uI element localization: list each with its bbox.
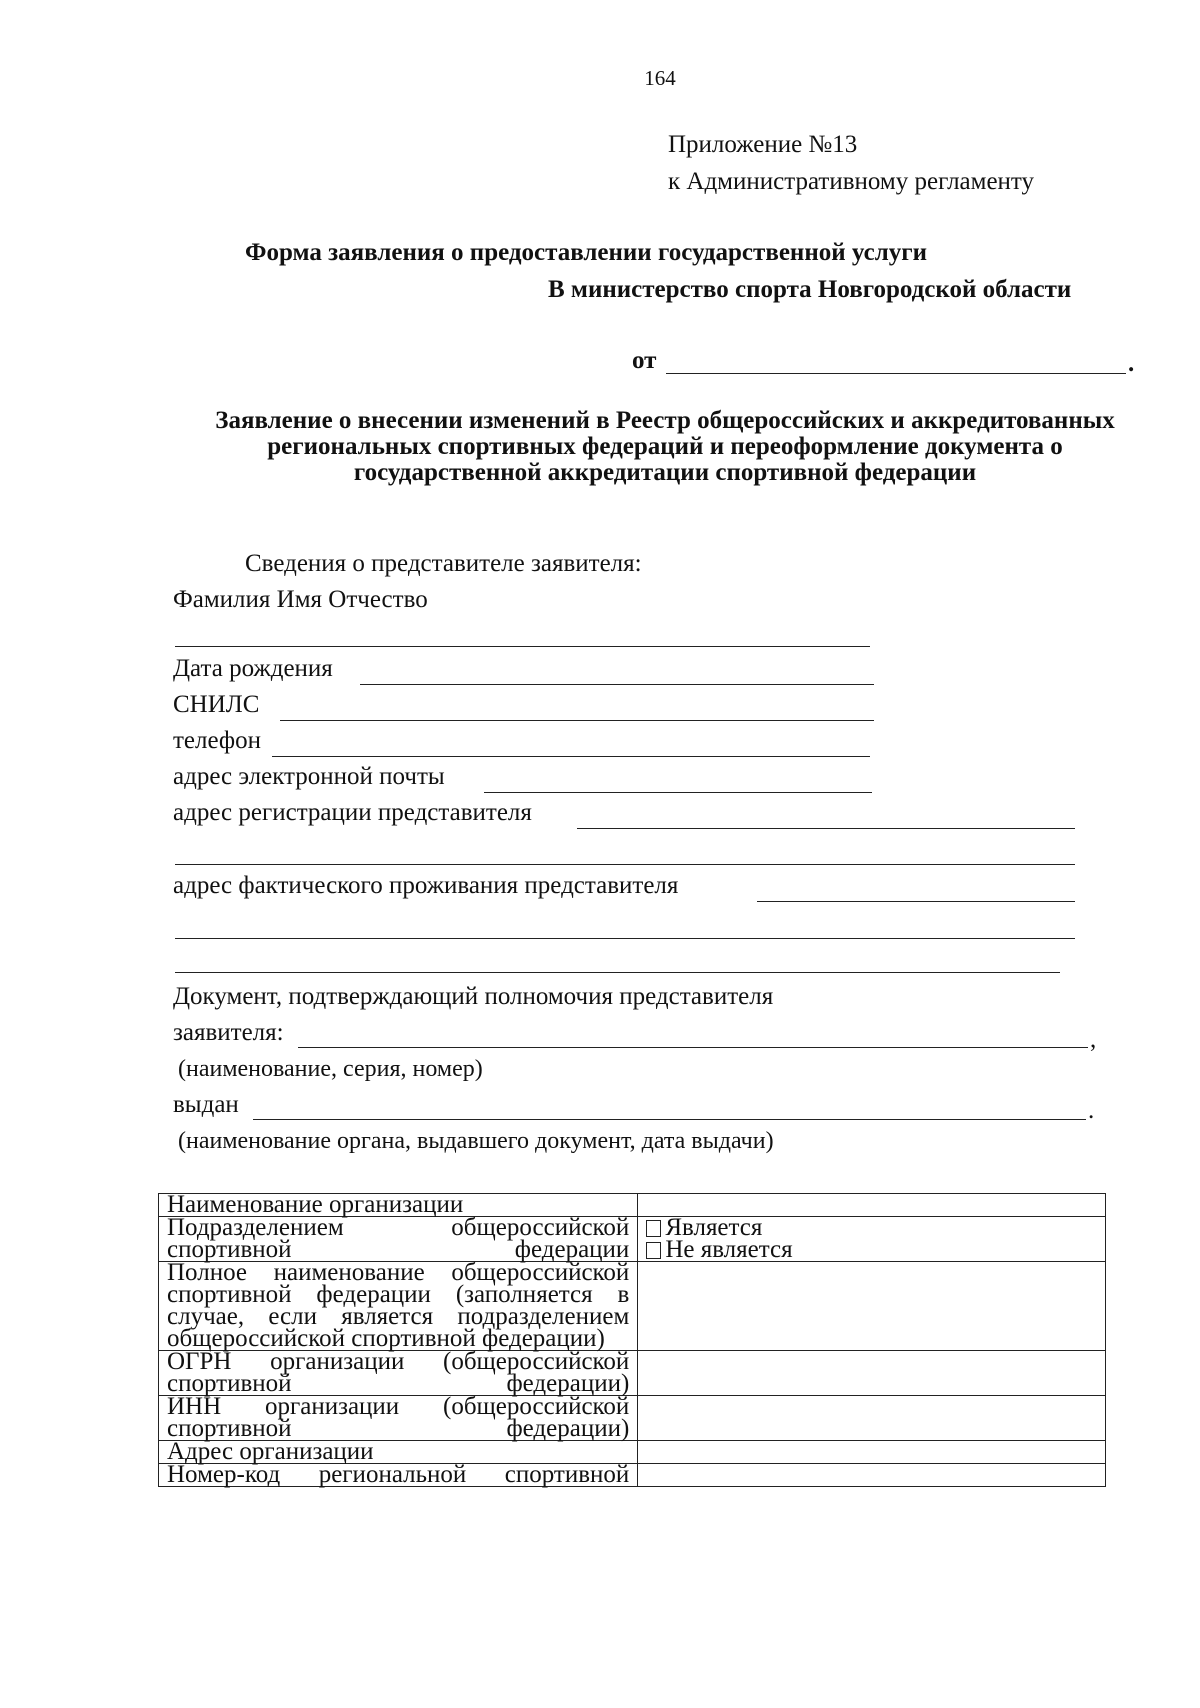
registration-address-field-line[interactable]: [577, 828, 1075, 829]
issued-label: выдан: [173, 1091, 239, 1118]
authority-document-hint: (наименование, серия, номер): [178, 1056, 483, 1082]
snils-label: СНИЛС: [173, 691, 260, 718]
table-value-cell[interactable]: [638, 1351, 1106, 1396]
phone-label: телефон: [173, 727, 261, 754]
from-label: от: [632, 347, 657, 374]
table-value-cell: [638, 1214, 1106, 1263]
table-row: [159, 1351, 1106, 1396]
checkbox-icon[interactable]: [646, 1220, 661, 1237]
table-row: [159, 1396, 1106, 1441]
table-label-cell: Подразделением общероссийской спортивной федерации: [159, 1217, 638, 1262]
table-value-cell[interactable]: [638, 1464, 1106, 1487]
form-heading: Форма заявления о предоставлении государственной услуги: [245, 239, 927, 266]
table-row: [159, 1217, 1106, 1262]
email-label: адрес электронной почты: [173, 763, 445, 790]
actual-address-label: адрес фактического проживания представителя: [173, 872, 679, 899]
from-end: .: [1128, 350, 1135, 377]
representative-heading: Сведения о представителе заявителя:: [245, 550, 642, 577]
registration-address-field-line-2[interactable]: [175, 864, 1075, 865]
from-field-line[interactable]: [666, 373, 1126, 374]
appendix-number: Приложение №13: [668, 131, 858, 158]
issued-end: .: [1088, 1097, 1095, 1124]
addressee: В министерство спорта Новгородской области: [548, 276, 1072, 303]
registration-address-label: адрес регистрации представителя: [173, 799, 532, 826]
authority-document-field-line[interactable]: [298, 1047, 1088, 1048]
checkbox-icon[interactable]: [646, 1242, 661, 1259]
authority-document-end: ,: [1090, 1026, 1097, 1053]
table-label-cell: Номер-код региональной спортивной: [159, 1464, 638, 1487]
table-value-cell[interactable]: [638, 1262, 1106, 1351]
email-field-line[interactable]: [484, 792, 872, 793]
issued-hint: (наименование органа, выдавшего документ, дата выдачи): [178, 1128, 774, 1154]
option-label: Является: [665, 1214, 763, 1241]
actual-address-field-line[interactable]: [757, 901, 1075, 902]
page-number: 164: [644, 66, 676, 90]
table-value-cell[interactable]: [638, 1441, 1106, 1464]
table-label-cell: ИНН организации (общероссийской спортивной федерации): [159, 1396, 638, 1441]
table-label-cell: Наименование организации: [159, 1194, 638, 1217]
phone-field-line[interactable]: [272, 756, 870, 757]
full-name-label: Фамилия Имя Отчество: [173, 586, 428, 613]
full-name-field-line[interactable]: [175, 646, 870, 647]
appendix-reference: к Административному регламенту: [668, 168, 1035, 195]
table-label-cell: ОГРН организации (общероссийской спортивной федерации): [159, 1351, 638, 1396]
issued-field-line[interactable]: [253, 1119, 1086, 1120]
snils-field-line[interactable]: [280, 720, 874, 721]
option-label: Не является: [665, 1236, 793, 1263]
birth-date-field-line[interactable]: [360, 684, 874, 685]
statement-title: Заявление о внесении изменений в Реестр общероссийских и аккредитованных региональных спортивных федераций и переоформление документа о государственной аккредитации спортивной федерации: [215, 407, 1115, 486]
actual-address-field-line-3[interactable]: [175, 972, 1060, 973]
table-label-cell: Адрес организации: [159, 1441, 638, 1464]
authority-document-label: Документ, подтверждающий полномочия представителя: [173, 983, 774, 1010]
organization-table: [158, 1193, 1106, 1487]
table-row: [159, 1262, 1106, 1351]
table-row: [159, 1464, 1106, 1487]
option-is-not[interactable]: [646, 1236, 1097, 1263]
table-label-cell: Полное наименование общероссийской спортивной федерации (заполняется в случае, если является подразделением общероссийской спортивной федерации): [159, 1262, 638, 1351]
birth-date-label: Дата рождения: [173, 655, 333, 682]
table-value-cell[interactable]: [638, 1396, 1106, 1441]
authority-document-label-2: заявителя:: [173, 1019, 284, 1046]
actual-address-field-line-2[interactable]: [175, 938, 1075, 939]
